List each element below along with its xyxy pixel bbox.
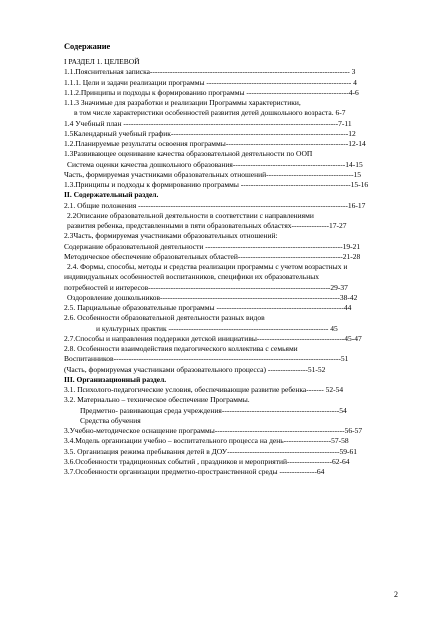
- toc-entry: Предметно- развивающая среда учреждения-----------------------------------------------54: [80, 405, 347, 415]
- toc-entry: 3.5. Организация режима пребывания детей в ДОУ---------------------------------------------59-61: [64, 446, 357, 456]
- toc-entry: 3.4.Модель организации учебно – воспитательного процесса на день-------------------57-58: [64, 436, 349, 446]
- toc-entry: Часть, формируемая участниками образовательных отношений-----------------------------------15: [64, 169, 362, 179]
- toc-entry: 2.2Описание образовательной деятельности в соответствии с направлениями: [67, 210, 314, 220]
- toc-entry: 3.Учебно-методическое оснащение программы----------------------------------------------------56-57: [64, 426, 363, 435]
- toc-entry: 1.2.Планируемые результаты освоения программы-------------------------------------------------12-14: [64, 139, 366, 148]
- toc-entry: Методическое обеспечение образовательных областей------------------------------------------21-28: [64, 251, 361, 261]
- toc-entry: Средства обучения: [80, 415, 141, 425]
- toc-entry: и культурных практик ---------------------------------------------------------------- 45: [96, 323, 338, 333]
- toc-entry: 3.7.Особенности организации предметно-пространственной среды ---------------64: [64, 467, 325, 476]
- toc-heading: Содержание: [64, 42, 111, 51]
- toc-entry: (Часть, формируемая участниками образовательного процесса) ----------------51-52: [64, 364, 326, 374]
- toc-entry: 1.1.2.Принципы и подходы к формированию программы -----------------------------------------4-6: [64, 87, 359, 97]
- toc-entry: 1.5Календарный учебный график-----------------------------------------------------------------------12: [64, 128, 356, 138]
- toc-entry: 2.7.Способы и направления поддержки детской инициативы-----------------------------------45-47: [64, 333, 362, 343]
- toc-entry: 2.1. Общие положения ------------------------------------------------------------------------------------16-17: [64, 200, 366, 210]
- toc-entry: 3.6.Особенности традиционных событий , праздников и мероприятий------------------62-64: [64, 456, 350, 466]
- toc-entry: индивидуальных особенностей воспитанников, специфики их образовательных: [64, 272, 319, 282]
- toc-entry: 1.4 Учебный план --------------------------------------------------------------------------------------7-11: [64, 118, 352, 128]
- toc-entry: потребностей и интересов-------------------------------------------------------------------------29-37: [64, 282, 348, 292]
- toc-entry: III. Организационный раздел.: [64, 374, 167, 384]
- toc-entry: 1.3Развивающее оценивание качества образовательной деятельности по ООП: [64, 149, 313, 159]
- toc-entry: 2.3Часть, формируемая участниками образовательных отношений:: [64, 231, 278, 241]
- page-number: 2: [394, 590, 398, 599]
- toc-entry: 3.1. Психолого-педагогические условия, обеспечивающие развитие ребенка------- 52-54: [64, 385, 344, 394]
- toc-entry: 3.2. Материально – техническое обеспечение Программы.: [64, 395, 250, 405]
- toc-entry: II. Содержательный раздел.: [64, 190, 159, 200]
- toc-entry: Содержание образовательной деятельности -------------------------------------------------------19-21: [64, 241, 361, 251]
- toc-entry: 1.3.Принципы и подходы к формированию программы --------------------------------------------15-16: [64, 180, 369, 189]
- toc-entry: Оздоровление дошкольников------------------------------------------------------------------------38-42: [67, 292, 358, 302]
- toc-entry: 2.8. Особенности взаимодействия педагогического коллектива с семьями: [64, 344, 298, 353]
- toc-entry: 1.1.3 Значимые для разработки и реализации Программы характеристики,: [64, 98, 301, 107]
- toc-entry: 2.4. Формы, способы, методы и средства реализации программы с учетом возрастных и: [67, 262, 348, 271]
- toc-entry: 1.1.Пояснительная записка-------------------------------------------------------------------------------- 3: [64, 67, 356, 77]
- toc-entry: 1.1.1. Цели и задачи реализации программы ---------------------------------------------------------- 4: [64, 77, 357, 87]
- toc-entry: в том числе характеристики особенностей развития детей дошкольного возраста. 6-7: [74, 108, 346, 118]
- toc-entry: Система оценки качества дошкольного образования---------------------------------------------14-15: [67, 159, 363, 169]
- toc-entry: 2.5. Парциальные образовательные программы ---------------------------------------------------44: [64, 303, 352, 312]
- toc-entry: I РАЗДЕЛ 1. ЦЕЛЕВОЙ: [64, 57, 140, 66]
- table-of-contents: [64, 57, 406, 477]
- toc-entry: 2.6. Особенности образовательной деятельности разных видов: [64, 313, 265, 323]
- toc-entry: развития ребенка, представленными в пяти образовательных областях---------------17-27: [67, 221, 347, 230]
- toc-entry: Воспитанников-------------------------------------------------------------------------------------------51: [64, 354, 349, 364]
